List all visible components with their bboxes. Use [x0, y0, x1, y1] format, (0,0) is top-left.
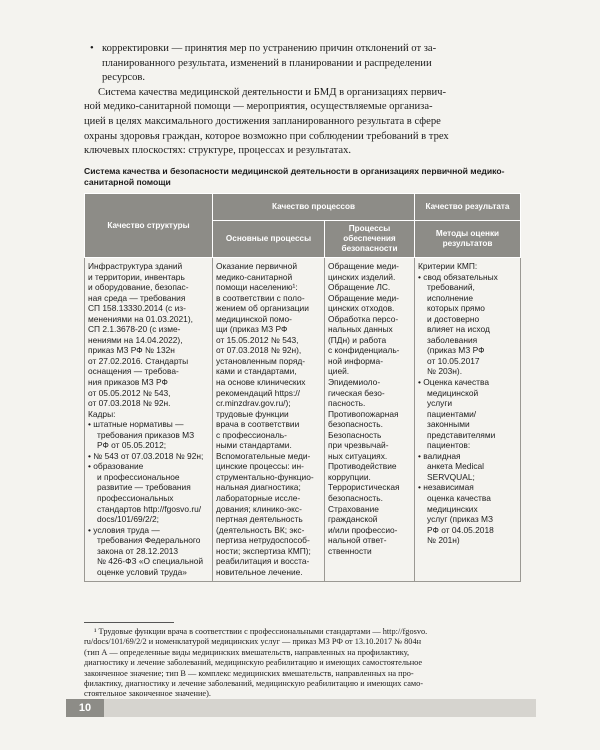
main-processes-cell — [213, 258, 325, 582]
text-line: цией в целях максимального достижения запланированного результата в сфере — [84, 115, 441, 127]
cell-line: нальных данных — [328, 324, 393, 335]
cell-line: влияет на исход — [427, 324, 490, 335]
cell-line: и оборудование, безопас- — [88, 282, 189, 293]
cell-line: безопасность. — [328, 493, 383, 504]
cell-line: гражданской — [328, 514, 378, 525]
text-line: ключевых плоскостях: структуре, процессах и результатах. — [84, 145, 352, 157]
cell-line: Террористическая — [328, 482, 400, 493]
page-number: 10 — [66, 699, 104, 717]
cell-line: Противодействие — [328, 461, 397, 472]
cell-line: струментально-функцио- — [216, 471, 314, 482]
bullet-text — [102, 42, 516, 86]
cell-line: цинских изделий. — [328, 271, 396, 282]
cell-line: новительное лечение. — [216, 566, 303, 577]
cell-line: пациентами/ — [427, 408, 477, 419]
cell-line: пертная деятельность — [216, 514, 303, 525]
header-process-quality: Качество процессов — [213, 194, 415, 221]
cell-line: ных ситуациях. — [328, 450, 388, 461]
cell-line: Страхование — [328, 503, 379, 514]
cell-line: от 15.05.2012 № 543, — [216, 334, 299, 345]
text-line: корректировки — принятия мер по устранению причин отклонений от за- — [102, 43, 437, 54]
cell-line: нальной ответ- — [328, 535, 387, 546]
header-assessment-methods: Методы оценки результатов — [415, 221, 521, 258]
cell-line: которых прямо — [427, 303, 485, 314]
cell-line: Безопасность — [328, 429, 382, 440]
cell-line: оценке условий труда» — [97, 566, 187, 577]
cell-line: медицинской — [427, 387, 479, 398]
cell-line: менениями на 01.03.2021), — [88, 313, 193, 324]
cell-line: Обращение меди- — [328, 261, 399, 271]
cell-line: № 203н). — [427, 366, 463, 377]
cell-line: коррупции. — [328, 471, 371, 482]
cell-line: Противопожарная — [328, 408, 399, 419]
cell-line: Обращение ЛС. — [328, 282, 391, 293]
cell-line: ственности — [328, 545, 372, 556]
cell-line: рекомендаций https:// — [216, 387, 300, 398]
cell-line: • независимая — [418, 482, 474, 493]
header-main-processes: Основные процессы — [213, 221, 325, 258]
safety-processes-cell — [325, 258, 415, 582]
cell-line: и территории, инвентарь — [88, 271, 185, 282]
footnote — [84, 622, 516, 700]
footnote-line: законченное значение; тип В — комплекс медицинских вмешательств, направленных на про- — [84, 668, 414, 678]
footnote-line: стоятельное законченное значение). — [84, 689, 211, 699]
cell-line: от 07.03.2018 № 92н. — [88, 398, 171, 409]
cell-line: услуги — [427, 398, 453, 409]
cell-line: врача в соответствии — [216, 419, 300, 430]
text-line: планированного результата, изменений в планировании и распределении — [102, 57, 432, 69]
cell-line: и/или профессио- — [328, 524, 398, 535]
cell-line: (приказ МЗ РФ — [427, 345, 485, 356]
cell-line: развитие — требования — [97, 482, 191, 493]
footnote-divider — [84, 622, 174, 623]
cell-line: цинские процессы: ин- — [216, 461, 304, 472]
cell-line: жением об организации — [216, 303, 309, 314]
assessment-methods-cell — [415, 258, 521, 582]
cell-line: Обработка персо- — [328, 313, 399, 324]
footnote-line: диагностику и лечение заболеваний, медицинскую реабилитацию и имеющих самостоятельное — [84, 658, 423, 668]
text-line: ресурсов. — [102, 72, 146, 84]
cell-line: от 10.05.2017 — [427, 355, 480, 366]
cell-line: приказ МЗ РФ № 132н — [88, 345, 175, 356]
footnote-line: филактику, диагностику и лечение заболеваний, медицинскую реабилитацию и имеющих само- — [84, 679, 424, 689]
cell-line: Инфраструктура зданий — [88, 261, 183, 271]
cell-line: нениями на 14.04.2022), — [88, 334, 183, 345]
cell-line: требования Федерального — [97, 535, 201, 546]
quality-system-table — [84, 193, 521, 582]
cell-line: пертиза нетрудоспособ- — [216, 535, 310, 546]
footnote-line: ru/docs/101/69/2/2 и номенклатурой медицинских услуг — приказ МЗ РФ от 13.10.2017 № 804н — [84, 637, 422, 647]
cell-line: заболевания — [427, 334, 478, 345]
cell-line: Эпидемиоло- — [328, 377, 381, 388]
cell-line: пациентов: — [427, 440, 471, 451]
intro-text — [84, 42, 516, 159]
intro-paragraph — [84, 86, 516, 159]
cell-line: ности; экспертиза КМП); — [216, 545, 311, 556]
cell-line: Обращение меди- — [328, 292, 399, 303]
cell-line: оснащения — требова- — [88, 366, 179, 377]
cell-line: требований, — [427, 282, 475, 293]
cell-line: • свод обязательных — [418, 271, 498, 282]
cell-line: (ПДн) и работа — [328, 334, 387, 345]
cell-line: Кадры: — [88, 408, 116, 419]
cell-line: анкета Medical — [427, 461, 485, 472]
cell-line: docs/101/69/2/2; — [97, 514, 159, 525]
cell-line: медицинской помо- — [216, 313, 292, 324]
footnote-line: ¹ Трудовые функции врача в соответствии с профессиональными стандартами — http://fgosvo. — [94, 627, 428, 636]
cell-line: № 201н) — [427, 535, 460, 546]
cell-line: закона от 28.12.2013 — [97, 545, 179, 556]
cell-line: (деятельность ВК; экс- — [216, 524, 305, 535]
cell-line: с конфиденциаль- — [328, 345, 400, 356]
footnote-line: (тип А — определенные виды медицинских вмешательств, направленных на профилактику, — [84, 647, 410, 657]
cell-line: цией. — [328, 366, 350, 377]
cell-line: щи (приказ МЗ РФ — [216, 324, 288, 335]
cell-line: в соответствии с поло- — [216, 292, 305, 303]
cell-line: cr.minzdrav.gov.ru/); — [216, 398, 291, 409]
cell-line: исполнение — [427, 292, 474, 303]
page-footer-bar — [66, 699, 536, 717]
text-line: ной медико-санитарной помощи — мероприятия, осуществляемые организа- — [84, 101, 433, 113]
cell-line: • образование — [88, 461, 144, 472]
cell-line: оценка качества — [427, 493, 491, 504]
cell-line: • Оценка качества — [418, 377, 489, 388]
cell-line: • валидная — [418, 450, 461, 461]
cell-line: РФ от 05.05.2012; — [97, 440, 167, 451]
structure-cell — [85, 258, 213, 582]
table-caption — [84, 166, 520, 188]
text-line: Система качества медицинской деятельности и БМД в организациях первич- — [98, 86, 446, 98]
header-result-quality: Качество результата — [415, 194, 521, 221]
caption-line: Система качества и безопасности медицинской деятельности в организациях первичной медико- — [84, 166, 505, 176]
cell-line: цинских отходов. — [328, 303, 395, 314]
cell-line: РФ от 04.05.2018 — [427, 524, 494, 535]
cell-line: Критерии КМП: — [418, 261, 478, 271]
cell-line: требования приказов МЗ — [97, 429, 195, 440]
cell-line: лабораторные иссле- — [216, 493, 301, 504]
cell-line: гическая безо- — [328, 387, 385, 398]
cell-line: ными стандартами. — [216, 440, 292, 451]
cell-line: законными — [427, 419, 470, 430]
cell-line: и достоверно — [427, 313, 480, 324]
cell-line: Вспомогательные меди- — [216, 450, 311, 461]
cell-line: SERVQUAL; — [427, 471, 475, 482]
cell-line: Оказание первичной — [216, 261, 298, 271]
cell-line: стандартов http://fgosvo.ru/ — [97, 503, 202, 514]
header-structure-quality: Качество структуры — [85, 194, 213, 258]
cell-line: • № 543 от 07.03.2018 № 92н; — [88, 450, 204, 461]
cell-line: • условия труда — — [88, 524, 160, 535]
cell-line: профессиональных — [97, 493, 174, 504]
cell-line: • штатные нормативы — — [88, 419, 184, 430]
cell-line: от 07.03.2018 № 92н), — [216, 345, 302, 356]
cell-line: медицинских — [427, 503, 478, 514]
cell-line: ной информа- — [328, 355, 384, 366]
bullet-item — [90, 42, 516, 86]
text-line: охраны здоровья граждан, которое возможно при соблюдении требований в трех — [84, 130, 449, 142]
cell-line: от 27.02.2016. Стандарты — [88, 355, 189, 366]
cell-line: на основе клинических — [216, 377, 306, 388]
cell-line: № 426-ФЗ «О специальной — [97, 556, 204, 567]
cell-line: СП 158.13330.2014 (с из- — [88, 303, 186, 314]
cell-line: ния приказов МЗ РФ — [88, 377, 168, 388]
cell-line: услуг (приказ МЗ — [427, 514, 494, 525]
cell-line: реабилитация и восста- — [216, 556, 310, 567]
bullet-marker: • — [90, 43, 94, 54]
cell-line: пасность. — [328, 398, 366, 409]
cell-line: медико-санитарной — [216, 271, 293, 282]
cell-line: безопасность. — [328, 419, 383, 430]
cell-line: ная среда — требования — [88, 292, 186, 303]
caption-line: санитарной помощи — [84, 177, 171, 187]
cell-line: СП 2.1.3678-20 (с изме- — [88, 324, 181, 335]
header-safety-processes: Процессы обеспечения безопасности — [325, 221, 415, 258]
cell-line: ками и стандартами, — [216, 366, 297, 377]
cell-line: установленным поряд- — [216, 355, 306, 366]
cell-line: с профессиональ- — [216, 429, 287, 440]
cell-line: трудовые функции — [216, 408, 289, 419]
cell-line: при чрезвычай- — [328, 440, 389, 451]
cell-line: дования; клинико-экс- — [216, 503, 302, 514]
cell-line: помощи населению¹: — [216, 282, 298, 293]
cell-line: нальная диагностика; — [216, 482, 301, 493]
cell-line: представителями — [427, 429, 496, 440]
cell-line: от 05.05.2012 № 543, — [88, 387, 171, 398]
cell-line: и профессиональное — [97, 471, 180, 482]
